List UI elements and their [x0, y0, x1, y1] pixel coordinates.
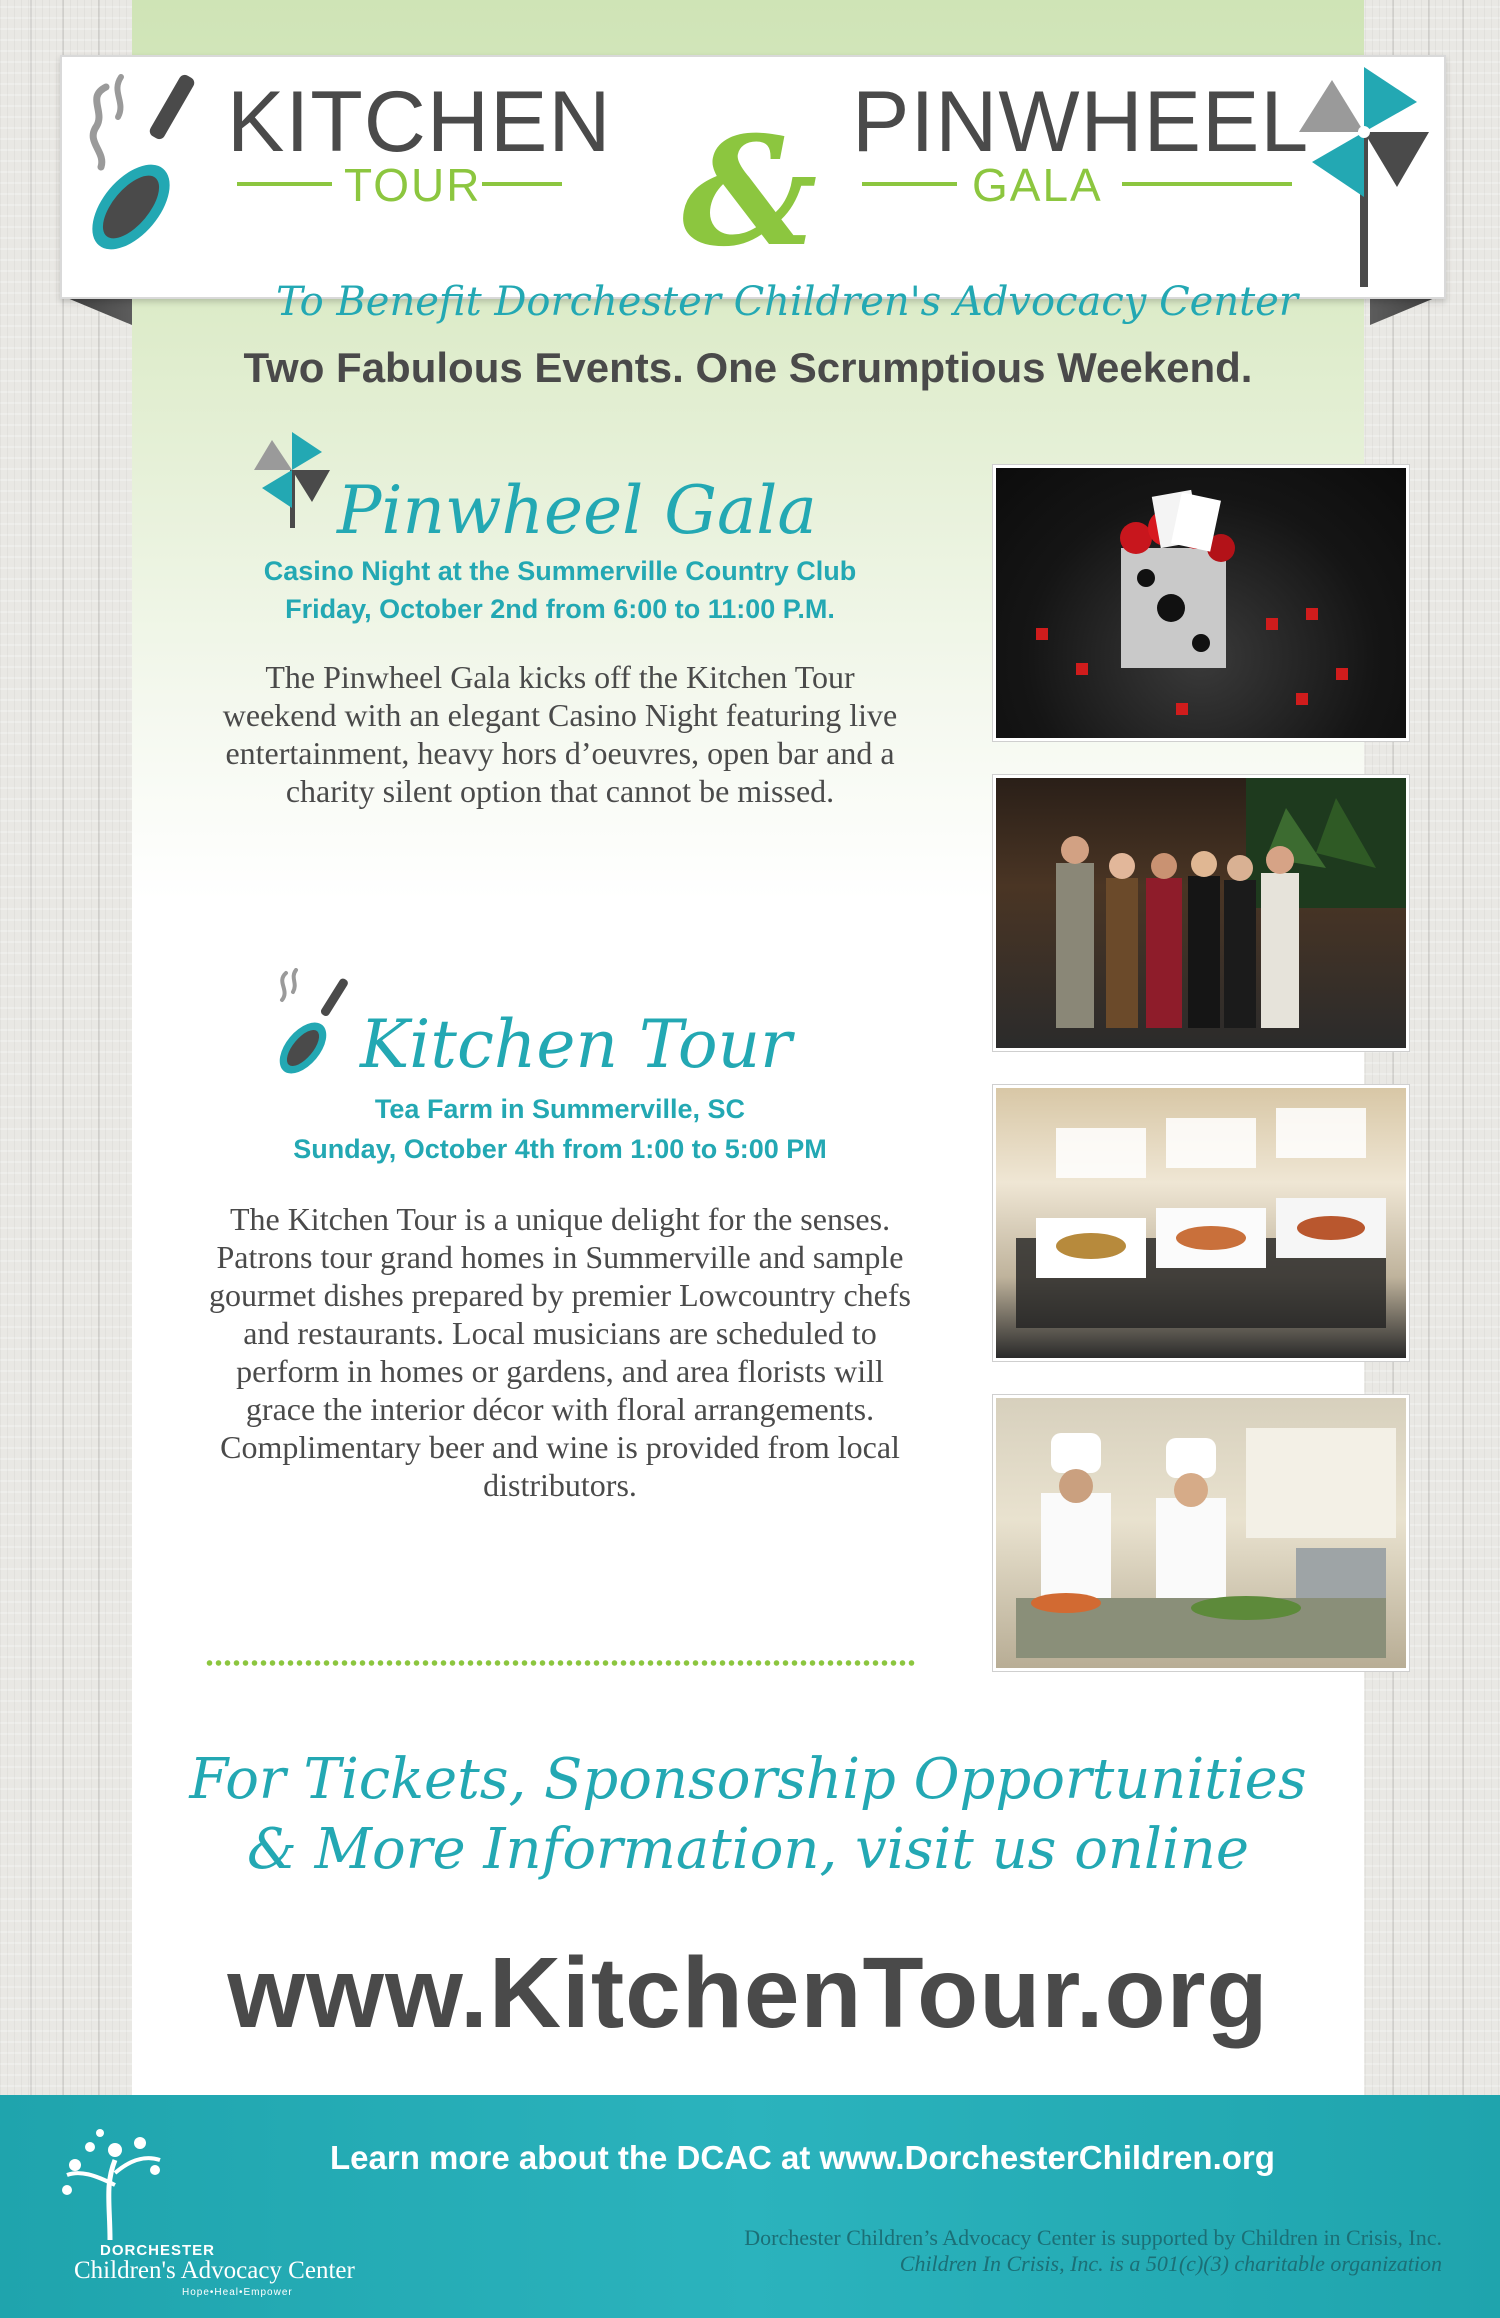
divider-gala-left — [862, 182, 957, 186]
casino-centerpiece-photo — [993, 465, 1409, 741]
benefit-line: To Benefit Dorchester Children's Advocacy Center — [276, 279, 1298, 325]
title-pinwheel: PINWHEEL — [852, 74, 1310, 170]
tour-date: Sunday, October 4th from 1:00 to 5:00 PM — [293, 1134, 827, 1164]
ribbon-fold-left — [60, 295, 132, 325]
appetizer-boxes-photo — [993, 1085, 1409, 1361]
chefs-kitchen-photo — [993, 1395, 1409, 1671]
pinwheel-icon — [1297, 62, 1432, 292]
cta-line-1: For Tickets, Sponsorship Opportunities — [189, 1747, 1307, 1812]
tour-description: The Kitchen Tour is a unique delight for the senses. Patrons tour grand homes in Summerville and sample gourmet dishes prepared by premier Lowcountry chefs and restaurants. Local musicians are scheduled to perform in homes or gardens, and area florists will grace the interior décor with floral arrangements. Complimentary beer and wine is provided from local distributors. — [209, 1201, 911, 1503]
ribbon-fold-right — [1370, 295, 1442, 325]
ampersand: & — [682, 104, 818, 280]
divider-tour-left — [237, 182, 332, 186]
pinwheel-small-icon — [252, 430, 332, 530]
gala-title: Pinwheel Gala — [337, 472, 817, 549]
dcac-logo-icon — [55, 2125, 175, 2245]
gala-venue: Casino Night at the Summerville Country Club — [263, 556, 857, 586]
divider-gala-right — [1122, 182, 1292, 186]
cta-line-2: & More Information, visit us online — [246, 1817, 1249, 1882]
footer-charity-note: Children In Crisis, Inc. is a 501(c)(3) charitable organization — [899, 2251, 1442, 2276]
footer-learn-more-link[interactable]: Learn more about the DCAC at www.DorchesterChildren.org — [330, 2139, 1275, 2176]
website-link[interactable]: www.KitchenTour.org — [227, 1937, 1269, 2049]
footer-bar — [0, 2095, 1500, 2318]
dcac-logo-wordmark-top: DORCHESTER — [100, 2242, 216, 2259]
dcac-logo-wordmark: Children's Advocacy Center — [74, 2257, 355, 2284]
divider-tour-right — [482, 182, 562, 186]
skillet-icon — [76, 67, 206, 267]
dcac-logo-tagline: Hope•Heal•Empower — [182, 2287, 293, 2298]
title-kitchen: KITCHEN — [227, 74, 612, 170]
title-banner — [60, 55, 1446, 325]
tour-title: Kitchen Tour — [360, 1006, 792, 1083]
gala-description: The Pinwheel Gala kicks off the Kitchen Tour weekend with an elegant Casino Night featuring live entertainment, heavy hors d’oeuvres, open bar and a charity silent option that cannot be missed. — [222, 659, 898, 809]
subtitle-gala: GALA — [972, 159, 1103, 211]
subtitle-tour: TOUR — [344, 159, 482, 211]
tour-venue: Tea Farm in Summerville, SC — [374, 1094, 746, 1124]
gala-date: Friday, October 2nd from 6:00 to 11:00 P.M. — [285, 594, 835, 624]
skillet-small-icon — [268, 968, 358, 1078]
gala-guests-photo — [993, 775, 1409, 1051]
footer-support-note: Dorchester Children’s Advocacy Center is supported by Children in Crisis, Inc. — [744, 2225, 1442, 2250]
dotted-divider — [205, 1659, 915, 1667]
headline: Two Fabulous Events. One Scrumptious Weekend. — [243, 344, 1253, 391]
